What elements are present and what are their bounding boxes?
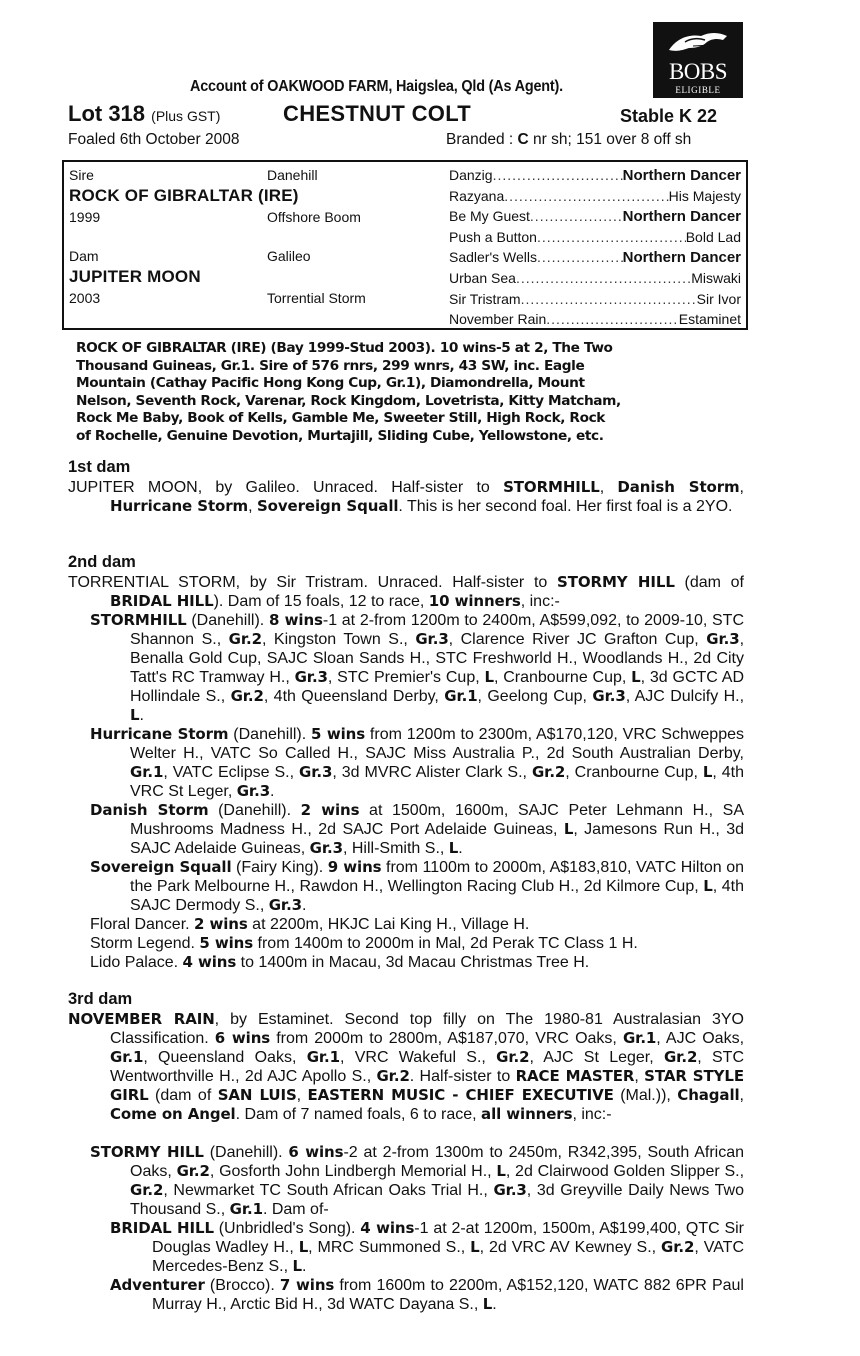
leader-dots [521, 291, 697, 307]
leader-dots [530, 208, 623, 225]
sire-sire: Danehill [267, 167, 318, 183]
dam-year: 2003 [69, 290, 101, 306]
ancestor-name: Sir Tristram [449, 290, 521, 307]
ancestor-sire: Northern Dancer [622, 208, 741, 226]
leader-dots [516, 270, 691, 286]
bobs-eligible-logo [653, 22, 743, 98]
sire-name: ROCK OF GIBRALTAR (IRE) [69, 186, 299, 205]
dam-name: JUPITER MOON [69, 267, 201, 286]
ancestor-name: Danzig [449, 167, 493, 183]
dam-sire: Galileo [267, 248, 311, 264]
section-heading: 1st dam [68, 458, 131, 476]
pedigree-entry: BRIDAL HILL (Unbridled's Song). 4 wins-1 at 2-at 1200m, 1500m, A$199,400, QTC Sir Douglas Wadley H., L, MRC Summoned S., L, 2d VRC AV Kewney S., Gr.2, VATC Mercedes-Benz S., L. [110, 1219, 745, 1275]
stable-location: Stable K 22 [620, 106, 718, 126]
pedigree-table [62, 160, 748, 330]
ancestor-sire: Sir Ivor [696, 290, 741, 307]
ancestor-row [449, 291, 741, 307]
sire-dam: Offshore Boom [267, 209, 361, 225]
ancestor-name: Urban Sea [449, 270, 516, 286]
foaled-date: Foaled 6th October 2008 [68, 131, 240, 148]
ancestor-row [449, 167, 741, 184]
pedigree-entry: Danish Storm (Danehill). 2 wins at 1500m, 1600m, SAJC Peter Lehmann H., SA Mushrooms Madness H., 2d SAJC Port Adelaide Guineas, L, Jamesons Run H., 3d SAJC Adelaide Guineas, Gr.3, Hill-Smith S., L. [90, 801, 744, 857]
ancestor-name: November Rain [449, 311, 547, 328]
pedigree-entry: TORRENTIAL STORM, by Sir Tristram. Unraced. Half-sister to STORMY HILL (dam of BRIDAL HILL). Dam of 15 foals, 12 to race, 10 winners, inc:- [68, 573, 744, 610]
ancestor-sire: His Majesty [668, 187, 741, 204]
pedigree-entry: Storm Legend. 5 wins from 1400m to 2000m in Mal, 2d Perak TC Class 1 H. [90, 934, 638, 952]
ancestor-sire: Estaminet [678, 311, 741, 328]
pedigree-entry: Floral Dancer. 2 wins at 2200m, HKJC Lai King H., Village H. [90, 915, 530, 933]
leader-dots [546, 311, 678, 327]
vendor-account: Account of OAKWOOD FARM, Haigslea, Qld (As Agent). [190, 78, 563, 95]
sire-bio-line: Thousand Guineas, Gr.1. Sire of 576 rnrs, 299 wnrs, 43 SW, inc. Eagle [76, 357, 585, 374]
ancestor-sire: Bold Lad [685, 228, 741, 245]
sire-bio-line: of Rochelle, Genuine Devotion, Murtajill, Sliding Cube, Yellowstone, etc. [76, 427, 604, 444]
ancestor-sire: Northern Dancer [622, 167, 741, 184]
brand-detail: nr sh; 151 over 8 off sh [533, 131, 692, 148]
pedigree-entry: STORMY HILL (Danehill). 6 wins-2 at 2-from 1300m to 2450m, R342,395, South African Oaks, Gr.2, Gosforth John Lindbergh Memorial H., L, 2d Clairwood Golden Slipper S., Gr.2, Newmarket TC South African Oaks Trial H., Gr.3, 3d Greyville Daily News Two Thousand S., Gr.1. Dam of- [90, 1143, 745, 1218]
lot-label: Lot 318 [68, 101, 146, 126]
ancestor-row [449, 249, 741, 266]
pedigree-entry: STORMHILL (Danehill). 8 wins-1 at 2-from 1200m to 2400m, A$599,092, to 2009-10, STC Shannon S., Gr.2, Kingston Town S., Gr.3, Clarence River JC Grafton Cup, Gr.3, Benalla Gold Cup, SAJC Sloan Sands H., STC Freshworld H., Woodlands H., 2d City Tatt's RC Tramway H., Gr.3, STC Premier's Cup, L, Cranbourne Cup, L, 3d GCTC AD Hollindale S., Gr.2, 4th Queensland Derby, Gr.1, Geelong Cup, Gr.3, AJC Dulcify H., L. [90, 611, 745, 724]
leader-dots [504, 188, 668, 204]
ancestor-row [449, 208, 741, 225]
horse-description: CHESTNUT COLT [283, 101, 472, 126]
logo-wordmark: BOBS [668, 59, 728, 84]
pedigree-entry: Adventurer (Brocco). 7 wins from 1600m to 2200m, A$152,120, WATC 882 6PR Paul Murray H., Arctic Bid H., 3d WATC Dayana S., L. [110, 1276, 744, 1313]
leader-dots [537, 229, 686, 245]
brand-prefix: Branded : [446, 131, 514, 148]
leader-dots [537, 249, 623, 266]
section-heading: 3rd dam [68, 990, 133, 1008]
pedigree-entry: Hurricane Storm (Danehill). 5 wins from 1200m to 2300m, A$170,120, VRC Schweppes Welter H., VATC So Called H., SAJC Miss Australia P., 2d South Australian Derby, Gr.1, VATC Eclipse S., Gr.3, 3d MVRC Alister Clark S., Gr.2, Cranbourne Cup, L, 4th VRC St Leger, Gr.3. [90, 725, 745, 800]
brand-info [446, 131, 691, 149]
ancestor-sire: Miswaki [691, 270, 741, 286]
horse-head-icon [663, 28, 733, 58]
sire-biography [76, 340, 744, 446]
sire-bio-line: ROCK OF GIBRALTAR (IRE) (Bay 1999-Stud 2003). 10 wins-5 at 2, The Two [76, 340, 613, 356]
ancestor-name: Be My Guest [449, 208, 530, 225]
dam-dam: Torrential Storm [267, 290, 366, 306]
ancestor-name: Push a Button [449, 228, 537, 245]
leader-dots [493, 167, 623, 184]
sire-bio-line: Nelson, Seventh Rock, Varenar, Rock Kingdom, Lovetrista, Kitty Matcham, [76, 392, 621, 409]
ancestor-row [449, 311, 741, 327]
ancestor-row [449, 270, 741, 286]
sire-label: Sire [69, 167, 94, 183]
ancestor-row [449, 188, 741, 204]
ancestor-name: Razyana [449, 187, 505, 204]
pedigree-entry: JUPITER MOON, by Galileo. Unraced. Half-sister to STORMHILL, Danish Storm, Hurricane Storm, Sovereign Squall. This is her second foal. Her first foal is a 2YO. [68, 478, 744, 515]
sire-bio-line: Mountain (Cathay Pacific Hong Kong Cup, Gr.1), Diamondrella, Mount [76, 375, 585, 392]
ancestor-name: Sadler's Wells [449, 249, 537, 266]
ancestor-row [449, 229, 741, 245]
lot-number [68, 101, 220, 127]
sire-year: 1999 [69, 209, 101, 225]
pedigree-entry: NOVEMBER RAIN, by Estaminet. Second top filly on The 1980-81 Australasian 3YO Classification. 6 wins from 2000m to 2800m, A$187,070, VRC Oaks, Gr.1, AJC Oaks, Gr.1, Queensland Oaks, Gr.1, VRC Wakeful S., Gr.2, AJC St Leger, Gr.2, STC Wentworthville H., 2d AJC Apollo S., Gr.2. Half-sister to RACE MASTER, STAR STYLE GIRL (dam of SAN LUIS, EASTERN MUSIC - CHIEF EXECUTIVE (Mal.)), Chagall, Come on Angel. Dam of 7 named foals, 6 to race, all winners, inc:- [68, 1010, 745, 1123]
brand-mark: C [517, 131, 529, 148]
pedigree-entry: Lido Palace. 4 wins to 1400m in Macau, 3d Macau Christmas Tree H. [90, 953, 590, 971]
sire-bio-line: Rock Me Baby, Book of Kells, Gamble Me, Sweeter Still, High Rock, Rock [76, 410, 605, 427]
dam-label: Dam [69, 248, 99, 264]
logo-subtitle: ELIGIBLE [675, 85, 721, 95]
gst-note: (Plus GST) [151, 108, 221, 124]
ancestor-sire: Northern Dancer [622, 249, 741, 267]
pedigree-entry: Sovereign Squall (Fairy King). 9 wins from 1100m to 2000m, A$183,810, VATC Hilton on the Park Melbourne H., Rawdon H., Wellington Racing Club H., 2d Kilmore Cup, L, 4th SAJC Dermody S., Gr.3. [90, 858, 745, 914]
section-heading: 2nd dam [68, 553, 136, 571]
